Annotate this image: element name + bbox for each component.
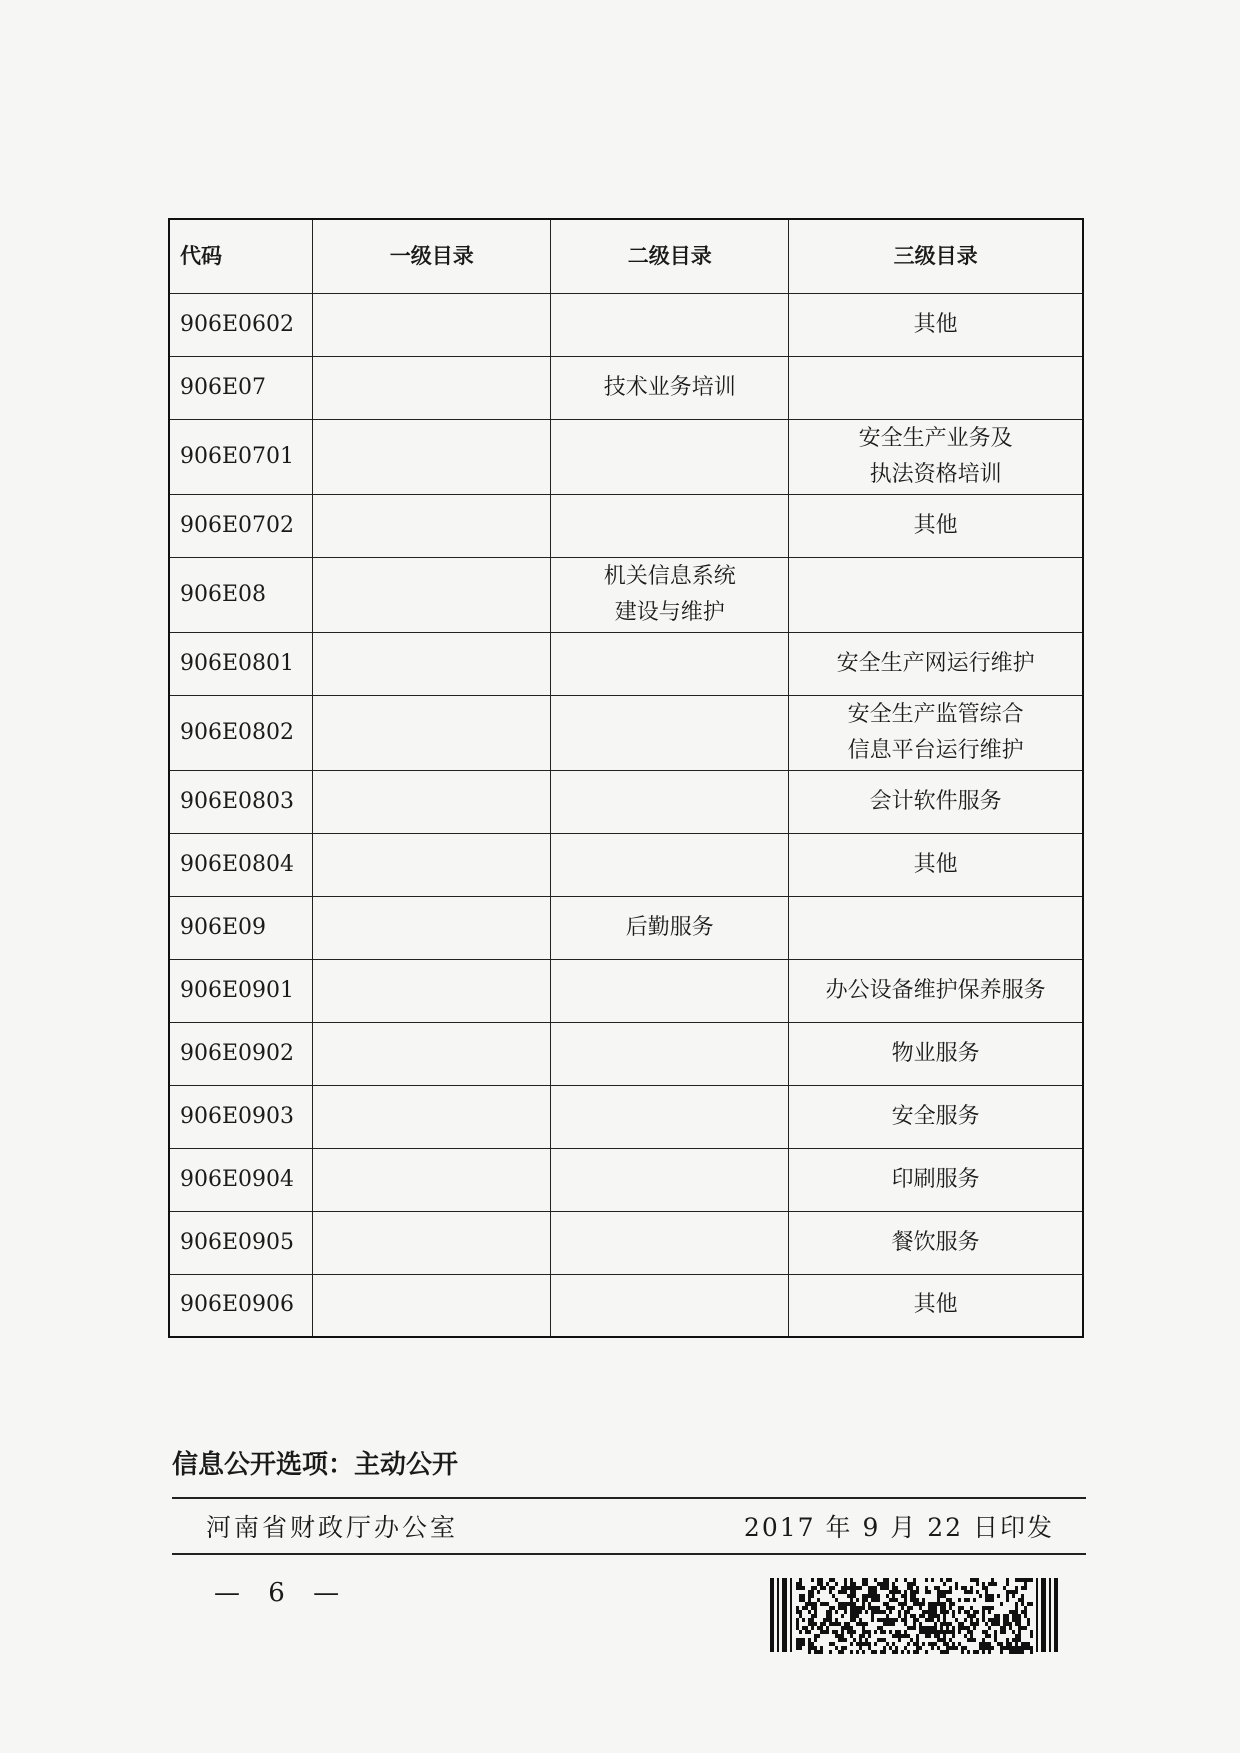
table-row [169,959,1083,1022]
row-level2-line1: 机关信息系统 [603,563,736,589]
table-row [169,293,1083,356]
row-level3 [789,557,1083,632]
header-level1: 一级目录 [313,219,551,293]
table-row [169,419,1083,494]
row-level2 [551,293,789,356]
row-level1 [313,1211,551,1274]
row-level3: 安全服务 [789,1085,1083,1148]
row-level2 [551,1022,789,1085]
row-code: 906E0702 [169,494,313,557]
row-level1 [313,1148,551,1211]
row-level2 [551,1274,789,1337]
barcode-icon [768,1576,1060,1654]
row-level3: 物业服务 [789,1022,1083,1085]
row-level1 [313,1022,551,1085]
table-row [169,356,1083,419]
row-level2 [551,770,789,833]
table-header-row [169,219,1083,293]
table-row [169,770,1083,833]
page-number: — 6 — [214,1578,350,1608]
row-code: 906E08 [169,557,313,632]
catalog-table [168,218,1084,1338]
row-code: 906E07 [169,356,313,419]
row-code: 906E0901 [169,959,313,1022]
table-row [169,1148,1083,1211]
table-row [169,632,1083,695]
row-level3 [789,356,1083,419]
row-level3: 安全生产网运行维护 [789,632,1083,695]
row-level1 [313,770,551,833]
row-level2 [551,557,789,632]
header-level2: 二级目录 [551,219,789,293]
row-level2 [551,695,789,770]
table-row [169,1211,1083,1274]
row-level1 [313,557,551,632]
row-level2 [551,1085,789,1148]
row-level1 [313,1274,551,1337]
row-level1 [313,1085,551,1148]
table-row [169,494,1083,557]
row-level2: 后勤服务 [551,896,789,959]
footer-rule-top [172,1497,1086,1499]
footer-rule-bottom [172,1553,1086,1555]
row-level3: 其他 [789,494,1083,557]
row-level2 [551,1211,789,1274]
disclosure-option: 信息公开选项：主动公开 [172,1450,459,1480]
row-level1 [313,494,551,557]
row-code: 906E0803 [169,770,313,833]
row-code: 906E0902 [169,1022,313,1085]
row-level3-line2: 执法资格培训 [869,461,1002,487]
table-row [169,695,1083,770]
row-code: 906E0906 [169,1274,313,1337]
row-code: 906E0904 [169,1148,313,1211]
row-code: 906E0602 [169,293,313,356]
table-row [169,1085,1083,1148]
row-level2 [551,419,789,494]
row-level3: 餐饮服务 [789,1211,1083,1274]
header-level3: 三级目录 [789,219,1083,293]
row-level2 [551,1148,789,1211]
table-row [169,1022,1083,1085]
row-code: 906E0905 [169,1211,313,1274]
row-level3-line1: 安全生产业务及 [858,425,1013,451]
row-level2: 技术业务培训 [551,356,789,419]
row-level3: 印刷服务 [789,1148,1083,1211]
row-level3: 其他 [789,293,1083,356]
row-code: 906E09 [169,896,313,959]
row-level2 [551,833,789,896]
row-level3: 其他 [789,833,1083,896]
row-level3 [789,896,1083,959]
row-level1 [313,356,551,419]
table-row [169,896,1083,959]
issuing-office: 河南省财政厅办公室 [206,1513,459,1542]
row-level3 [789,419,1083,494]
row-level2 [551,632,789,695]
row-level3: 其他 [789,1274,1083,1337]
row-level1 [313,632,551,695]
row-level1 [313,419,551,494]
row-code: 906E0804 [169,833,313,896]
table-row [169,833,1083,896]
row-level1 [313,959,551,1022]
table-row [169,557,1083,632]
row-level3-line2: 信息平台运行维护 [847,737,1024,763]
row-level3: 办公设备维护保养服务 [789,959,1083,1022]
issue-date: 2017 年 9 月 22 日印发 [743,1513,1054,1542]
row-level1 [313,833,551,896]
row-level2 [551,959,789,1022]
row-code: 906E0701 [169,419,313,494]
row-code: 906E0903 [169,1085,313,1148]
row-code: 906E0801 [169,632,313,695]
row-level1 [313,293,551,356]
row-level3 [789,695,1083,770]
row-level3-line1: 安全生产监管综合 [847,701,1024,727]
table-row [169,1274,1083,1337]
row-code: 906E0802 [169,695,313,770]
row-level3: 会计软件服务 [789,770,1083,833]
row-level1 [313,695,551,770]
row-level2-line2: 建设与维护 [614,599,725,625]
row-level1 [313,896,551,959]
header-code: 代码 [169,219,313,293]
row-level2 [551,494,789,557]
